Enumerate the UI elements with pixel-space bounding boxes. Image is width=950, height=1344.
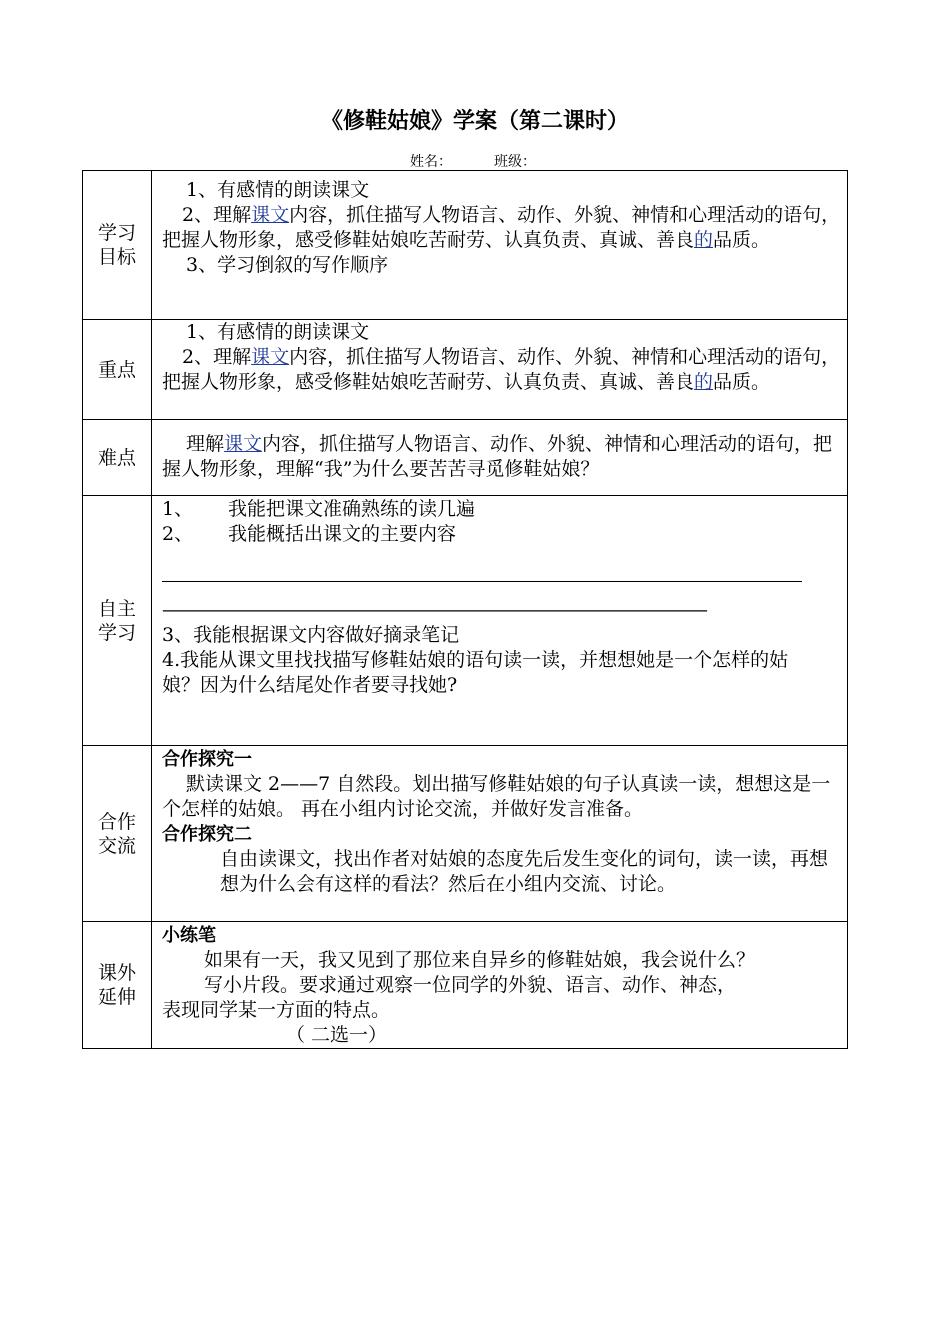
self-study-item-4: 4.我能从课文里找找描写修鞋姑娘的语句读一读，并想想她是一个怎样的姑娘？因为什么结尾处作者要寻找她? (162, 649, 789, 696)
goals-link-text[interactable]: 课文 (251, 204, 290, 226)
cooperation-heading-2: 合作探究二 (162, 824, 252, 845)
row-difficulty (83, 420, 848, 496)
self-study-item-2: 2、 我能概括出课文的主要内容 (162, 523, 457, 545)
page-title: 《修鞋姑娘》学案（第二课时） (320, 109, 629, 134)
goals-line-2: 2、理解课文内容，抓住描写人物语言、动作、外貌、神情和心理活动的语句，把握人物形象，感受修鞋姑娘吃苦耐劳、认真负责、真诚、善良的品质。 (162, 204, 841, 251)
extension-heading: 小练笔 (162, 925, 216, 946)
cooperation-label: 合作 交流 (83, 746, 152, 922)
goals-link-de[interactable]: 的 (694, 229, 714, 251)
extension-line-1: 如果有一天，我又见到了那位来自异乡的修鞋姑娘，我会说什么？ (204, 949, 756, 971)
key-content (152, 320, 848, 420)
goals-content (152, 171, 848, 320)
row-extension (83, 922, 848, 1049)
row-key (83, 320, 848, 420)
self-study-item-3: 3、我能根据课文内容做好摘录笔记 (162, 624, 460, 646)
cooperation-text-2: 自由读课文，找出作者对姑娘的态度先后发生变化的词句，读一读，再想想为什么会有这样的看法？然后在小组内交流、讨论。 (220, 848, 829, 895)
difficulty-content (152, 420, 848, 496)
subtitle (410, 151, 578, 171)
cooperation-text-1: 默读课文 2——7 自然段。划出描写修鞋姑娘的句子认真读一读，想想这是一个怎样的姑娘。 再在小组内讨论交流，并做好发言准备。 (162, 773, 831, 820)
lesson-table (82, 170, 848, 1049)
class-field-label: 班级： (494, 154, 536, 170)
key-label: 重点 (83, 320, 152, 420)
self-study-label: 自主 学习 (83, 496, 152, 746)
key-line-2: 2、理解课文内容，抓住描写人物语言、动作、外貌、神情和心理活动的语句，把握人物形象，感受修鞋姑娘吃苦耐劳、认真负责、真诚、善良的品质。 (162, 346, 841, 393)
row-goals (83, 171, 848, 320)
key-link-de[interactable]: 的 (694, 371, 714, 393)
extension-label: 课外 延伸 (83, 922, 152, 1049)
goals-line-1: 1、有感情的朗读课文 (186, 179, 370, 201)
cooperation-content (152, 746, 848, 922)
goals-line-3: 3、学习倒叙的写作顺序 (186, 254, 389, 276)
answer-dash-line: ———————————————————————————————— (162, 599, 706, 621)
row-cooperation (83, 746, 848, 922)
self-study-item-1: 1、 我能把课文准确熟练的读几遍 (162, 498, 476, 520)
goals-label: 学习 目标 (83, 171, 152, 320)
difficulty-text: 理解课文内容，抓住描写人物语言、动作、外貌、神情和心理活动的语句，把握人物形象，理解“我”为什么要苦苦寻觅修鞋姑娘？ (162, 433, 833, 480)
name-field-label: 姓名： (410, 154, 452, 170)
key-link-text[interactable]: 课文 (251, 346, 290, 368)
extension-line-2: 写小片段。要求通过观察一位同学的外貌、语言、动作、神态， (204, 974, 737, 996)
cooperation-heading-1: 合作探究一 (162, 749, 252, 770)
extension-content (152, 922, 848, 1049)
self-study-content (152, 496, 848, 746)
row-self-study (83, 496, 848, 746)
key-line-1: 1、有感情的朗读课文 (186, 321, 370, 343)
extension-line-3: 表现同学某一方面的特点。 (162, 999, 391, 1021)
difficulty-link-text[interactable]: 课文 (224, 433, 263, 455)
difficulty-label: 难点 (83, 420, 152, 496)
answer-line (162, 547, 802, 582)
extension-choice-note: （ 二选一） (286, 1024, 388, 1046)
